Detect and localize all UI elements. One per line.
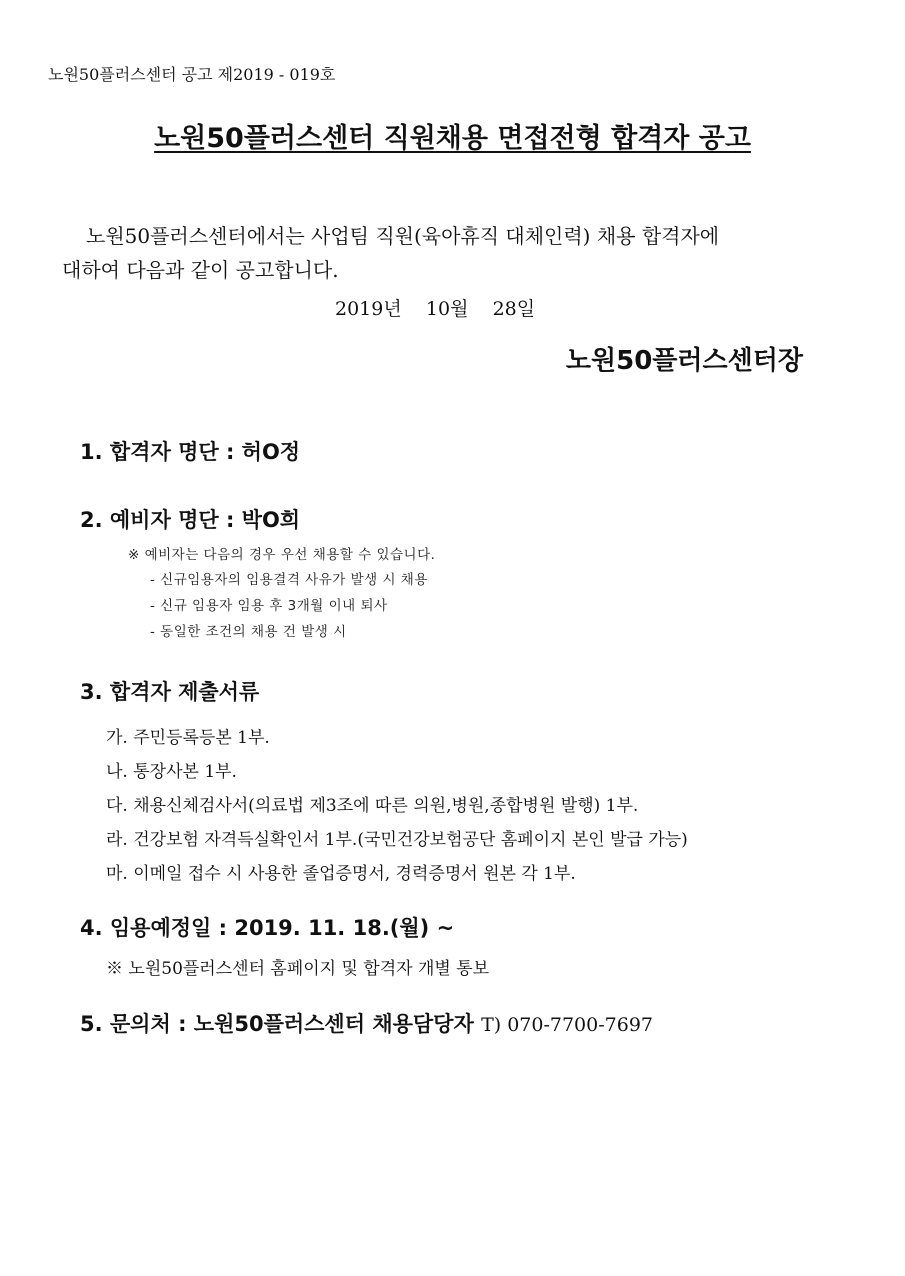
reserve-condition-item: - 신규 임용자 임용 후 3개월 이내 퇴사	[150, 598, 388, 614]
reserve-condition-item: - 동일한 조건의 채용 건 발생 시	[150, 624, 347, 640]
contact-label: 5. 문의처 : 노원50플러스센터 채용담당자	[80, 1012, 474, 1036]
document-list-item: 다. 채용신체검사서(의료법 제3조에 따른 의원,병원,종합병원 발행) 1부.	[106, 796, 639, 816]
reserve-note: ※ 예비자는 다음의 경우 우선 채용할 수 있습니다.	[128, 547, 436, 563]
appointment-note: ※ 노원50플러스센터 홈페이지 및 합격자 개별 통보	[106, 959, 490, 979]
date-year: 2019년	[335, 298, 402, 320]
section-1-heading: 1. 합격자 명단 : 허O정	[80, 440, 301, 464]
date-month: 10월	[425, 298, 469, 320]
document-list-item: 가. 주민등록등본 1부.	[106, 728, 270, 748]
section-3-heading: 3. 합격자 제출서류	[80, 680, 260, 704]
signer: 노원50플러스센터장	[565, 346, 803, 376]
section-2-heading: 2. 예비자 명단 : 박O희	[80, 508, 301, 532]
intro-line-2: 대하여 다음과 같이 공고합니다.	[62, 258, 339, 282]
notice-date	[335, 294, 535, 321]
document-list-item: 마. 이메일 접수 시 사용한 졸업증명서, 경력증명서 원본 각 1부.	[106, 864, 576, 884]
document-list-item: 나. 통장사본 1부.	[106, 762, 237, 782]
section-4-heading: 4. 임용예정일 : 2019. 11. 18.(월) ~	[80, 916, 455, 940]
notice-number: 노원50플러스센터 공고 제2019 - 019호	[48, 65, 336, 84]
section-5-heading	[80, 1008, 653, 1038]
document-list-item: 라. 건강보험 자격득실확인서 1부.(국민건강보험공단 홈페이지 본인 발급 가능)	[106, 830, 688, 850]
intro-line-1: 노원50플러스센터에서는 사업팀 직원(육아휴직 대체인력) 채용 합격자에	[86, 224, 720, 248]
date-day: 28일	[492, 298, 536, 320]
contact-phone: T) 070-7700-7697	[481, 1014, 653, 1036]
reserve-condition-item: - 신규임용자의 임용결격 사유가 발생 시 채용	[150, 572, 428, 588]
document-title: 노원50플러스센터 직원채용 면접전형 합격자 공고	[154, 123, 751, 154]
